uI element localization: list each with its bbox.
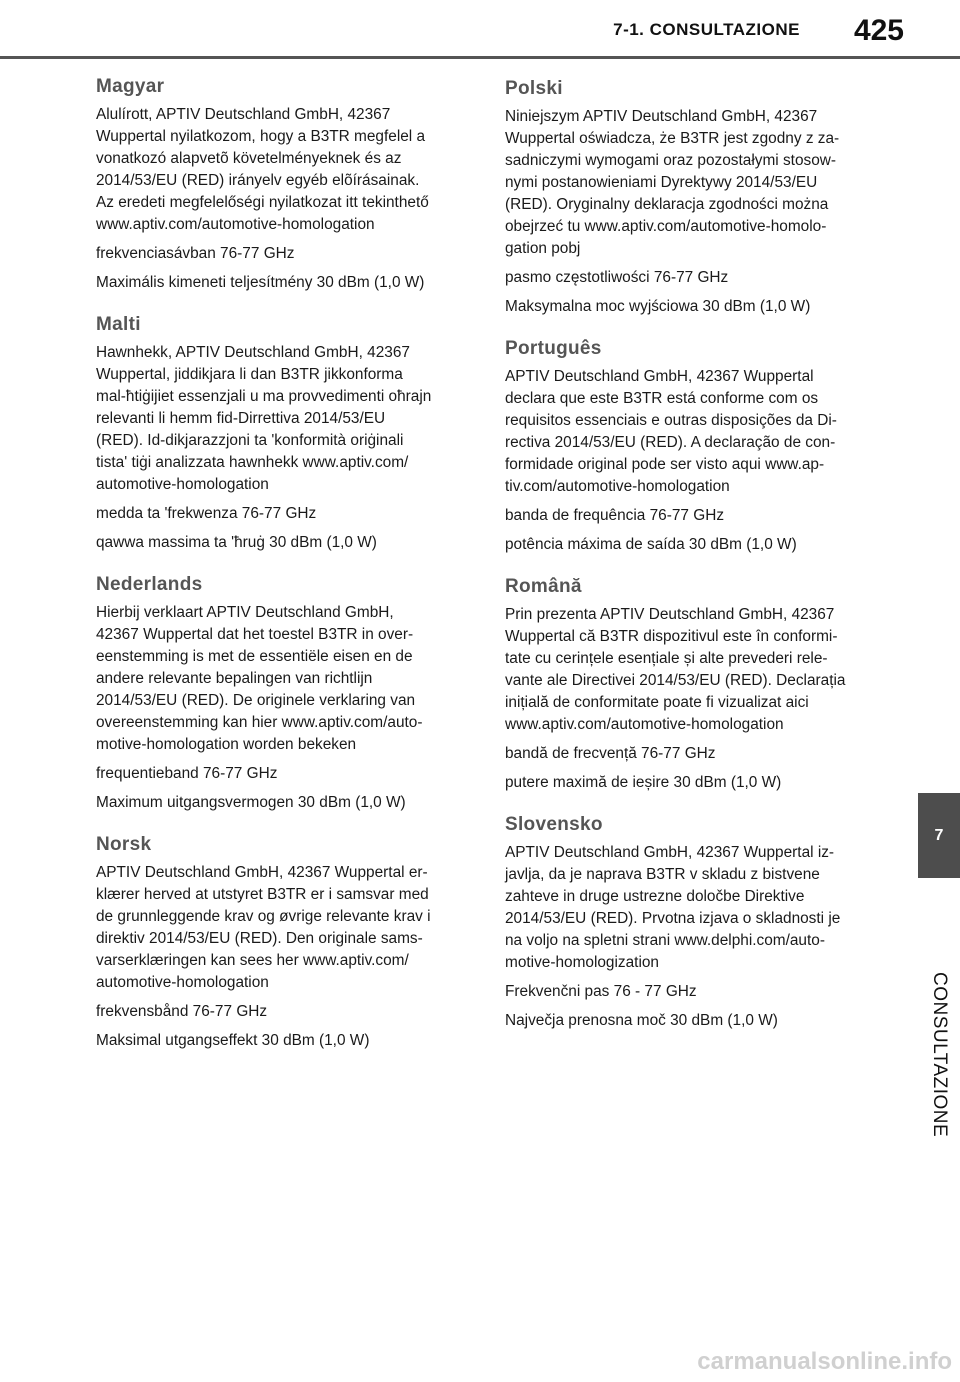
- frequency-band: frekvenciasávban 76-77 GHz: [96, 245, 295, 262]
- language-section-romana: [505, 576, 880, 794]
- left-column: [96, 76, 471, 1072]
- watermark: carmanualsonline.info: [697, 1348, 952, 1375]
- page-number: 425: [853, 14, 904, 47]
- language-heading: Malti: [96, 314, 141, 335]
- language-heading: Nederlands: [96, 574, 203, 595]
- max-power: Maksymalna moc wyjściowa 30 dBm (1,0 W): [505, 298, 811, 315]
- frequency-band: pasmo częstotliwości 76-77 GHz: [505, 269, 729, 286]
- declaration-text: Prin prezenta APTIV Deutschland GmbH, 42367 Wuppertal că B3TR dispozitivul este în conformi- tate cu cerințele esențiale și alte prevederi rele- vante ale Directivei 2014/53/EU (RED). Declarația inițială de conformitate poate fi vizualizat aici www.aptiv.com/automotive-homologation: [505, 606, 846, 733]
- frequency-band: banda de frequência 76-77 GHz: [505, 507, 725, 524]
- max-power: Maksimal utgangseffekt 30 dBm (1,0 W): [96, 1032, 370, 1049]
- language-section-portugues: [505, 338, 880, 556]
- language-heading: Slovensko: [505, 814, 603, 835]
- language-heading: Română: [505, 576, 582, 597]
- section-title: 7-1. CONSULTAZIONE: [613, 20, 800, 39]
- frequency-band: bandă de frecvență 76-77 GHz: [505, 745, 716, 762]
- chapter-side-label: [918, 885, 960, 1225]
- right-column: [505, 78, 880, 1052]
- max-power: Maximum uitgangsvermogen 30 dBm (1,0 W): [96, 794, 406, 811]
- declaration-text: Hawnhekk, APTIV Deutschland GmbH, 42367 Wuppertal, jiddikjara li dan B3TR jikkonforma mal-ħtiġijiet essenzjali u ma provvedimenti oħrajn relevanti li hemm fid-Dirrettiva 2014/53/EU (RED). Id-dikjarazzjoni ta 'konformità oriġinali tista' tiġi analizzata hawnhekk www.aptiv.com/ automotive-homologation: [96, 344, 432, 493]
- chapter-label: CONSULTAZIONE: [929, 972, 950, 1138]
- header-rule: [0, 56, 960, 59]
- language-heading: Magyar: [96, 76, 165, 97]
- frequency-band: frekvensbånd 76-77 GHz: [96, 1003, 268, 1020]
- language-section-polski: [505, 78, 880, 318]
- language-section-norsk: [96, 834, 471, 1052]
- language-heading: Português: [505, 338, 602, 359]
- max-power: qawwa massima ta 'ħruġ 30 dBm (1,0 W): [96, 534, 377, 551]
- max-power: putere maximă de ieșire 30 dBm (1,0 W): [505, 774, 782, 791]
- chapter-tab: [918, 793, 960, 878]
- declaration-text: Niniejszym APTIV Deutschland GmbH, 42367 Wuppertal oświadcza, że B3TR jest zgodny z za- sadniczymi wymogami oraz pozostałymi stosow- nymi postanowieniami Dyrektywy 2014/53/EU (RED). Oryginalny deklaracja zgodności można obejrzeć tu www.aptiv.com/automotive-homolo- gation pobj: [505, 108, 840, 257]
- language-heading: Polski: [505, 78, 563, 99]
- max-power: potência máxima de saída 30 dBm (1,0 W): [505, 536, 797, 553]
- declaration-text: APTIV Deutschland GmbH, 42367 Wuppertal declara que este B3TR está conforme com os requisitos essenciais e outras disposições da Di- rectiva 2014/53/EU (RED). A declaração de con- formidade original pode ser visto aqui www.ap- tiv.com/automotive-homologation: [505, 368, 837, 495]
- declaration-text: Hierbij verklaart APTIV Deutschland GmbH, 42367 Wuppertal dat het toestel B3TR in over- eenstemming is met de essentiële eisen en de andere relevante bepalingen van richtlijn 2014/53/EU (RED). De originele verklaring van overeenstemming kan hier www.aptiv.com/auto- motive-homologation worden bekeken: [96, 604, 423, 753]
- declaration-text: Alulírott, APTIV Deutschland GmbH, 42367 Wuppertal nyilatkozom, hogy a B3TR megfelel a vonatkozó alapvetõ követelményeknek és az 2014/53/EU (RED) irányelv egyéb elõírásainak. Az eredeti megfelelőségi nyilatkozat itt tekinthető www.aptiv.com/automotive-homologation: [96, 106, 429, 233]
- language-section-magyar: [96, 76, 471, 294]
- declaration-text: APTIV Deutschland GmbH, 42367 Wuppertal er- klærer herved at utstyret B3TR er i samsvar med de grunnleggende krav og øvrige relevante krav i direktiv 2014/53/EU (RED). Den originale sams- varserklæringen kan sees her www.aptiv.com/ automotive-homologation: [96, 864, 431, 991]
- frequency-band: frequentieband 76-77 GHz: [96, 765, 278, 782]
- chapter-number: 7: [934, 826, 944, 844]
- declaration-text: APTIV Deutschland GmbH, 42367 Wuppertal iz- javlja, da je naprava B3TR v skladu z bistvene zahteve in druge ustrezne določbe Direktive 2014/53/EU (RED). Prvotna izjava o skladnosti je na voljo na spletni strani www.delphi.com/auto- motive-homologization: [505, 844, 841, 971]
- frequency-band: medda ta 'frekwenza 76-77 GHz: [96, 505, 317, 522]
- max-power: Največja prenosna moč 30 dBm (1,0 W): [505, 1012, 778, 1029]
- language-section-malti: [96, 314, 471, 554]
- language-heading: Norsk: [96, 834, 152, 855]
- max-power: Maximális kimeneti teljesítmény 30 dBm (1,0 W): [96, 274, 425, 291]
- page-header: [0, 0, 960, 58]
- language-section-slovensko: [505, 814, 880, 1032]
- frequency-band: Frekvenčni pas 76 - 77 GHz: [505, 983, 697, 1000]
- language-section-nederlands: [96, 574, 471, 814]
